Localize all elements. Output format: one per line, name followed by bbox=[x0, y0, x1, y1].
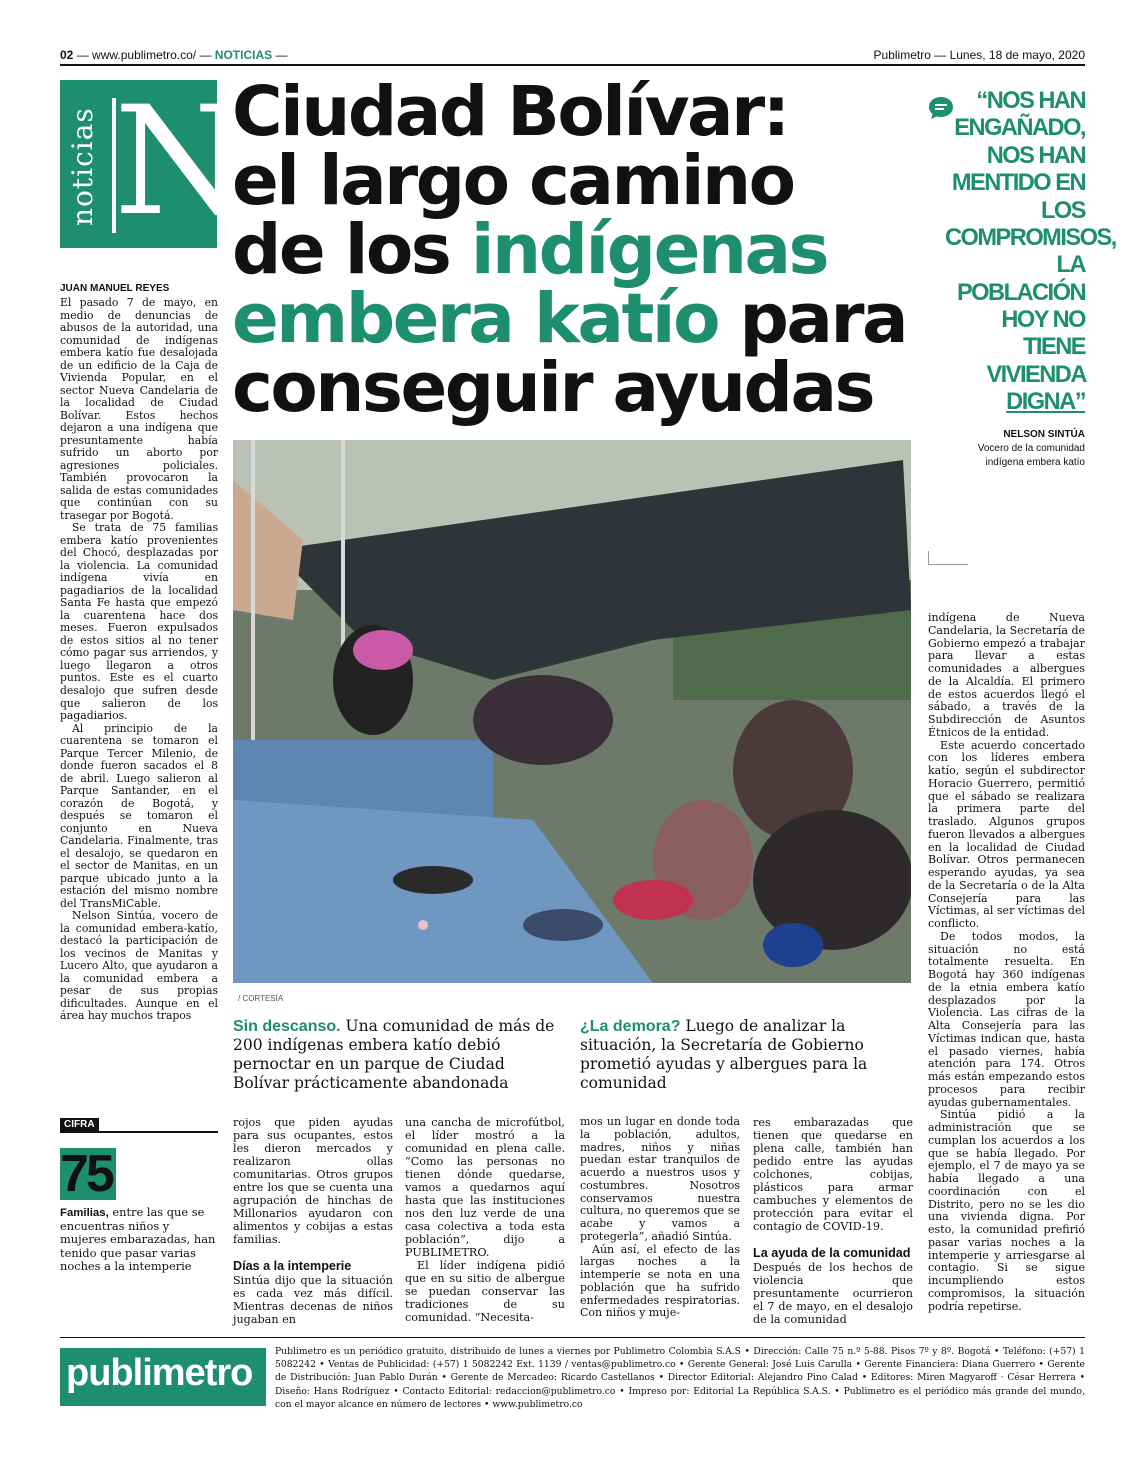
article-column-1 bbox=[60, 297, 218, 1023]
article-column-6 bbox=[928, 612, 1085, 1313]
article-paragraph: res embarazadas que tienen que quedarse en plena calle, también han pedido entre las ayudas colchones, cobijas, plásticos para armar cambuches y elementos de protección para evitar el contagio de COVID-19. bbox=[753, 1116, 913, 1233]
article-paragraph: Sintúa dijo que la situación es cada vez más difícil. Mientras decenas de niños jugaban en bbox=[233, 1273, 393, 1326]
cifra-lead: Familias, bbox=[60, 1207, 109, 1219]
article-paragraph: Aún así, el efecto de las largas noches a la intemperie se nota en una población que ha sufrido enfermedades respiratorias. Con niños y muje- bbox=[580, 1242, 740, 1320]
article-photo bbox=[233, 440, 911, 983]
quote-author: NELSON SINTÚA bbox=[1003, 429, 1085, 440]
section-logo bbox=[60, 75, 246, 249]
quote-role: indígena embera katío bbox=[985, 457, 1085, 468]
cifra-divider bbox=[60, 1131, 218, 1133]
cifra-number: 75 bbox=[60, 1148, 116, 1200]
quote-text bbox=[945, 88, 1116, 417]
publimetro-logo bbox=[60, 1348, 266, 1406]
headline bbox=[232, 72, 912, 428]
article-paragraph: Se trata de 75 familias embera katío provenientes del Chocó, desplazadas por la violencia. La comunidad indígena vivía en pagadiarios de la localidad Santa Fe hasta que empezó la cuarentena hace dos meses. Fueron expulsados de estos sitios al no tener cómo pagar sus arriendos, y luego llegaron a otros puntos. Este es el cuarto desalojo que sufren desde que salieron de los pagadiarios. bbox=[60, 521, 218, 723]
article-column-5 bbox=[753, 1116, 913, 1326]
article-subhead: Días a la intemperie bbox=[233, 1258, 352, 1273]
section-name: NOTICIAS bbox=[214, 48, 273, 62]
article-paragraph: El líder indígena pidió que en su sitio de albergue se puedan conservar las tradiciones de su comunidad. “Necesita- bbox=[405, 1258, 565, 1324]
article-paragraph: El pasado 7 de mayo, en medio de denuncias de abusos de la autoridad, una comunidad de indígenas embera katío fue desalojada de un edificio de la Caja de Vivienda Popular, en el sector Nueva Candelaria de la localidad de Ciudad Bolívar. Estos hechos dejaron a una indígena que presuntamente había sufrido un aborto por agresiones policiales. También provocaron la salida de estas comunidades que continúan con su trasegar por Bogotá. bbox=[60, 296, 218, 522]
issue-date: Lunes, 18 de mayo, 2020 bbox=[949, 48, 1085, 62]
caption-lead: ¿La demora? bbox=[580, 1018, 681, 1035]
article-column-2 bbox=[233, 1116, 393, 1326]
headline-line: el largo camino bbox=[232, 141, 794, 221]
headline-line bbox=[232, 210, 912, 290]
article-paragraph: mos un lugar en donde toda la población, adultos, madres, niños y niñas puedan estar tranquilos de acuerdo a nuestros usos y costumbres. Nosotros conservamos nuestra cultura, no queremos que se acabe y vamos a protegerla”, añadió Sintúa. bbox=[580, 1115, 740, 1243]
page-number: 02 bbox=[60, 48, 74, 62]
footer-divider bbox=[60, 1337, 1085, 1338]
article-paragraph: Nelson Sintúa, vocero de la comunidad embera-katío, destacó la participación de los vecinos de Manitas y Lucero Alto, que ayudaron a la comunidad embera a pesar de sus propias dificultades. Aunque en el área hay muchos trapos bbox=[60, 909, 218, 1023]
photo-credit: / CORTESÍA bbox=[238, 994, 284, 1003]
logo-text: publimetro bbox=[66, 1352, 253, 1394]
cifra-description bbox=[60, 1206, 218, 1273]
header-right: Publimetro — Lunes, 18 de mayo, 2020 bbox=[873, 48, 1085, 62]
quote-role: Vocero de la comunidad bbox=[977, 443, 1085, 454]
article-paragraph: Este acuerdo concertado con los líderes embera katío, según el subdirector Horacio Guerrero, permitió que el sábado se realizara la primera parte del traslado. Algunos grupos fueron llevados a albergues en la localidad de Ciudad Bolívar. Otros permanecen esperando ayudas, ya sea de la Secretaría o de la Alta Consejería para las Víctimas, al ser víctimas del conflicto. bbox=[928, 738, 1085, 930]
headline-fragment: de los bbox=[232, 210, 471, 290]
caption-text: Luego de analizar la situación, la Secretaría de Gobierno prometió ayudas y albergues para la comunidad bbox=[580, 1017, 868, 1092]
headline-fragment: para bbox=[717, 279, 907, 359]
section-logo-letter: N bbox=[114, 75, 246, 249]
article-column-3 bbox=[405, 1116, 565, 1324]
photo-caption bbox=[233, 1017, 563, 1093]
article-paragraph: rojos que piden ayudas para sus ocupantes, estos les dieron mercados y realizaron ollas comunitarias. Otros grupos entre los que se cuenta una agrupación de hinchas de Millonarios ayudaron con alimentos y cobijas a estas familias. bbox=[233, 1116, 393, 1246]
site-link[interactable]: www.publimetro.co/ bbox=[92, 48, 197, 62]
footer-masthead: Publimetro es un periódico gratuito, distribuido de lunes a viernes por Publimetro Colombia S.A.S • Dirección: Calle 75 n.º 5-88. Pisos 7º y 8º. Bogotá • Teléfono: (+57) 1 5082242 • Ventas de Publicidad: (+57) 1 5082242 Ext. 1139 / ventas@publimetro.co • Gerente General: José Luis Carulla • Gerente Financiera: Diana Guerrero • Gerente de Distribución: Juan Pablo Durán • Gerente de Mercadeo: Ricardo Castellanos • Director Editorial: Alejandro Pino Calad • Editores: Miren Magyaroff · César Herrera • Diseño: Hans Rodríguez • Contacto Editorial: redaccion@publimetro.co • Impreso por: Editorial La República S.A.S. • Publimetro es el periódico más grande del mundo, con el mayor alcance en número de lectores • www.publimetro.co bbox=[275, 1346, 1085, 1410]
quote-last-word: DIGNA” bbox=[1006, 389, 1085, 416]
cifra-text: entre las que se encuentras niños y mujeres embarazadas, han tenido que pasar varias noches a la intemperie bbox=[60, 1205, 216, 1273]
article-paragraph: De todos modos, la situación no está totalmente resuelta. En Bogotá hay 360 indígenas de la etnia embera katío desplazados por la Violencia. Las cifras de la Alta Consejería para las Víctimas indican que, hasta el pasado viernes, había atención para 174. Otros más están empezando estos procesos para recibir ayudas gubernamentales. bbox=[928, 929, 1085, 1109]
article-column-4 bbox=[580, 1116, 740, 1320]
headline-highlight: indígenas bbox=[470, 210, 828, 290]
header-left: 02 — www.publimetro.co/ — NOTICIAS — bbox=[60, 48, 288, 62]
caption-lead: Sin descanso. bbox=[233, 1018, 341, 1035]
quote-divider bbox=[928, 551, 968, 565]
quote-body: “NOS HAN ENGAÑADO, NOS HAN MENTIDO EN LOS COMPROMISOS, LA POBLACIÓN HOY NO TIENE VIVIENDA bbox=[945, 88, 1116, 388]
headline-highlight: embera katío bbox=[232, 279, 718, 359]
article-subhead: La ayuda de la comunidad bbox=[753, 1245, 911, 1260]
photo-caption bbox=[580, 1017, 910, 1093]
section-logo-word: noticias bbox=[66, 107, 99, 227]
quote-attribution bbox=[978, 428, 1085, 470]
page-header bbox=[60, 48, 1085, 66]
pull-quote bbox=[928, 88, 1116, 486]
cifra-label: CIFRA bbox=[60, 1118, 99, 1132]
byline: JUAN MANUEL REYES bbox=[60, 283, 170, 294]
article-paragraph: Sintúa pidió a la administración que se cumplan los acuerdos a los que se había llegado. Por ejemplo, el 7 de mayo ya se había llegado a una coordinación con el Distrito, pero no se les dio una vivienda digna. Por esto, la comunidad prefirió pasar varias noches a la intemperie y arriesgarse al contagio. Si se sigue incumpliendo estos compromisos, la situación podría repetirse. bbox=[928, 1108, 1085, 1313]
article-paragraph: indígena de Nueva Candelaria, la Secretaría de Gobierno empezó a trabajar para llevar a estas comunidades a albergues de la Alcaldía. El primero de estos acuerdos llegó el sábado, a través de la Subdirección de Asuntos Étnicos de la entidad. bbox=[928, 611, 1085, 739]
headline-line: Ciudad Bolívar: bbox=[232, 72, 788, 152]
article-paragraph: una cancha de microfútbol, el líder mostró a la comunidad en plena calle. “Como las personas no tienen dónde quedarse, vamos a quedarnos aquí hasta que las instituciones nos den luz verde de una casa colectiva a toda esta población”, dijo a PUBLIMETRO. bbox=[405, 1116, 565, 1259]
headline-line bbox=[232, 279, 912, 359]
caption-text: Una comunidad de más de 200 indígenas embera katío debió pernoctar en un parque de Ciudad Bolívar prácticamente abandonada bbox=[233, 1017, 555, 1092]
article-paragraph: Al principio de la cuarentena se tomaron el Parque Tercer Milenio, de donde fueron sacados el 8 de abril. Luego salieron al Parque Santander, en el corazón de Bogotá, y después se tomaron el conjunto en Nueva Candelaria. Finalmente, tras el desalojo, se quedaron en el sector de Manitas, en un parque ubicado junto a la estación del mismo nombre del TransMiCable. bbox=[60, 721, 218, 910]
article-paragraph: Después de los hechos de violencia que presuntamente ocurrieron el 7 de mayo, en el desalojo de la comunidad bbox=[753, 1260, 913, 1326]
headline-line: conseguir ayudas bbox=[232, 348, 874, 428]
publication-name: Publimetro bbox=[873, 48, 931, 62]
